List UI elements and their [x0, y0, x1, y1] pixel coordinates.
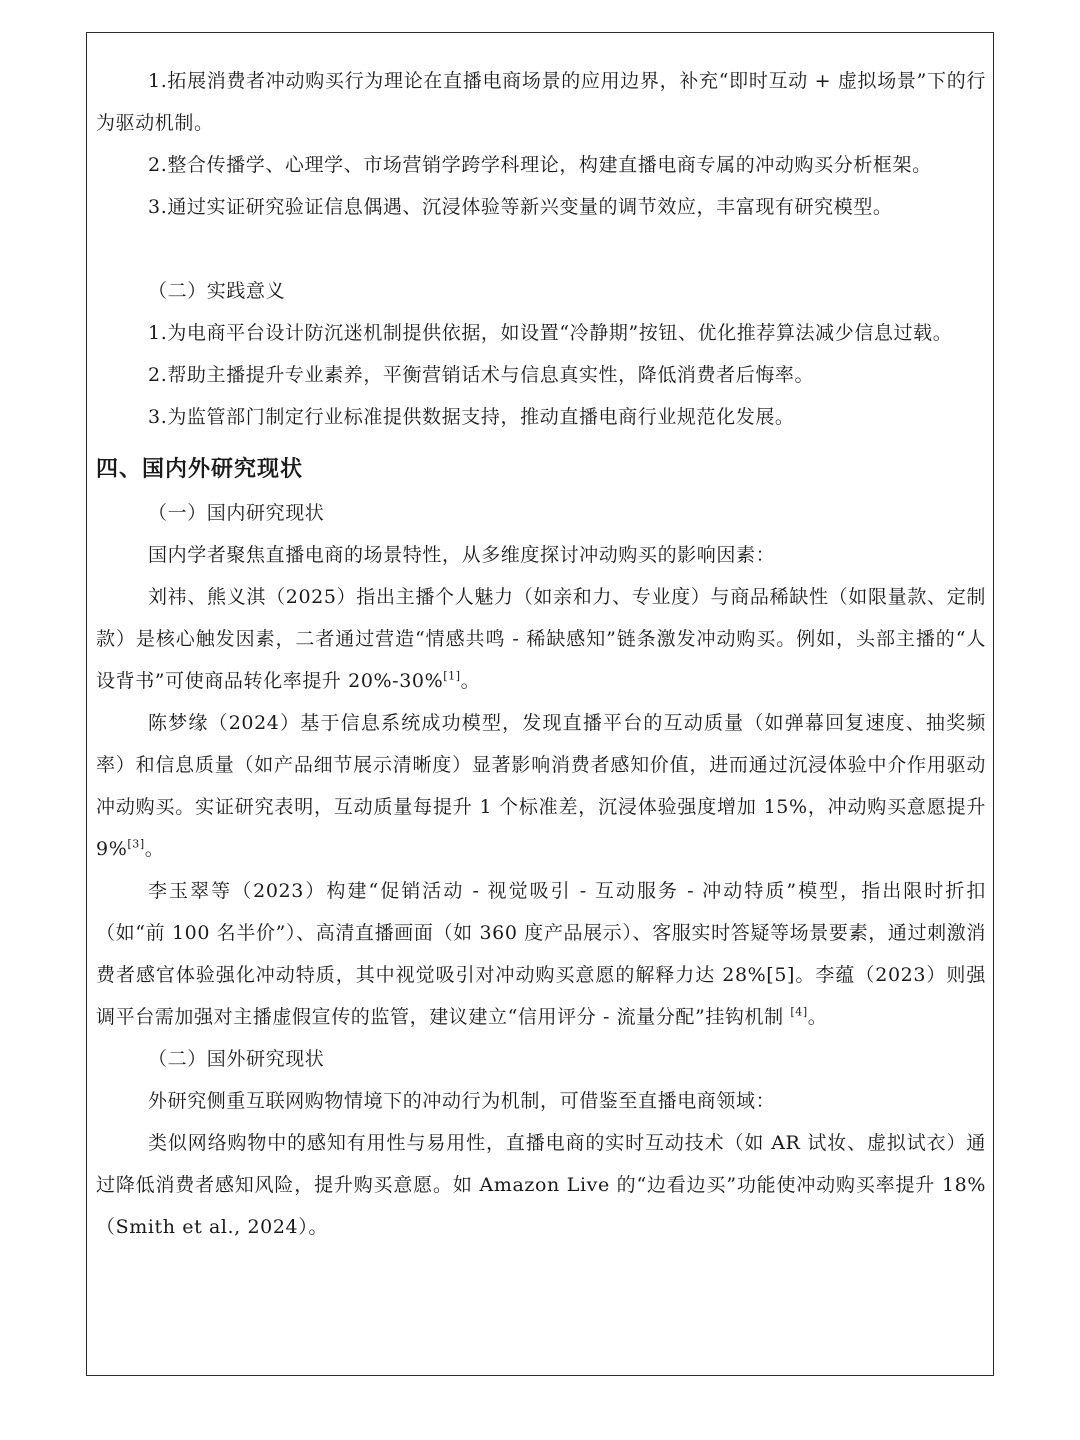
citation-ref: [4]	[790, 1005, 808, 1019]
domestic-intro: 国内学者聚焦直播电商的场景特性，从多维度探讨冲动购买的影响因素：	[148, 544, 776, 566]
practice-item-2: 2.帮助主播提升专业素养，平衡营销话术与信息真实性，降低消费者后悔率。	[148, 364, 815, 386]
practice-heading: （二）实践意义	[148, 280, 286, 302]
practice-item-3: 3.为监管部门制定行业标准提供数据支持，推动直播电商行业规范化发展。	[148, 406, 795, 428]
foreign-intro: 外研究侧重互联网购物情境下的冲动行为机制，可借鉴至直播电商领域：	[148, 1090, 776, 1112]
paragraph-text: 刘祎、熊义淇（2025）指出主播个人魅力（如亲和力、专业度）与商品稀缺性（如限量款、定制款）是核心触发因素，二者通过营造“情感共鸣 - 稀缺感知”链条激发冲动购买。例如，头部主播的“人设背书”可使商品转化率提升 20%-30%	[96, 586, 986, 692]
citation-ref: [3]	[127, 837, 145, 851]
paragraph-end: 。	[460, 670, 481, 692]
domestic-paragraph-3	[96, 870, 986, 1038]
practice-item-1: 1.为电商平台设计防沉迷机制提供依据，如设置“冷静期”按钮、优化推荐算法减少信息过载。	[148, 322, 953, 344]
foreign-heading: （二）国外研究现状	[148, 1048, 325, 1070]
spacer	[96, 228, 986, 270]
theory-item-1: 1.拓展消费者冲动购买行为理论在直播电商场景的应用边界，补充“即时互动 + 虚拟场景”下的行为驱动机制。	[96, 70, 986, 134]
paragraph-end: 。	[807, 1006, 828, 1028]
foreign-paragraph-1: 类似网络购物中的感知有用性与易用性，直播电商的实时互动技术（如 AR 试妆、虚拟试衣）通过降低消费者感知风险，提升购买意愿。如 Amazon Live 的“边看边买”功能使冲动购买率提升 18%（Smith et al., 2024）。	[96, 1132, 986, 1238]
citation-ref: [1]	[443, 669, 461, 683]
domestic-paragraph-1	[96, 576, 986, 702]
domestic-paragraph-2	[96, 702, 986, 870]
theory-item-2: 2.整合传播学、心理学、市场营销学跨学科理论，构建直播电商专属的冲动购买分析框架。	[148, 154, 932, 176]
document-body	[96, 60, 986, 1248]
theory-item-3: 3.通过实证研究验证信息偶遇、沉浸体验等新兴变量的调节效应，丰富现有研究模型。	[148, 196, 893, 218]
paragraph-end: 。	[144, 838, 165, 860]
paragraph-text: 陈梦缘（2024）基于信息系统成功模型，发现直播平台的互动质量（如弹幕回复速度、抽奖频率）和信息质量（如产品细节展示清晰度）显著影响消费者感知价值，进而通过沉浸体验中介作用驱动冲动购买。实证研究表明，互动质量每提升 1 个标准差，沉浸体验强度增加 15%，冲动购买意愿提升 9%	[96, 712, 986, 860]
section-title: 四、国内外研究现状	[96, 457, 304, 482]
paragraph-text: 李玉翠等（2023）构建“促销活动 - 视觉吸引 - 互动服务 - 冲动特质”模型，指出限时折扣（如“前 100 名半价”）、高清直播画面（如 360 度产品展示）、客服实时答疑等场景要素，通过刺激消费者感官体验强化冲动特质，其中视觉吸引对冲动购买意愿的解释力达 28%[5]。李蕴（2023）则强调平台需加强对主播虚假宣传的监管，建议建立“信用评分 - 流量分配”挂钩机制	[96, 880, 986, 1028]
domestic-heading: （一）国内研究现状	[148, 502, 325, 524]
